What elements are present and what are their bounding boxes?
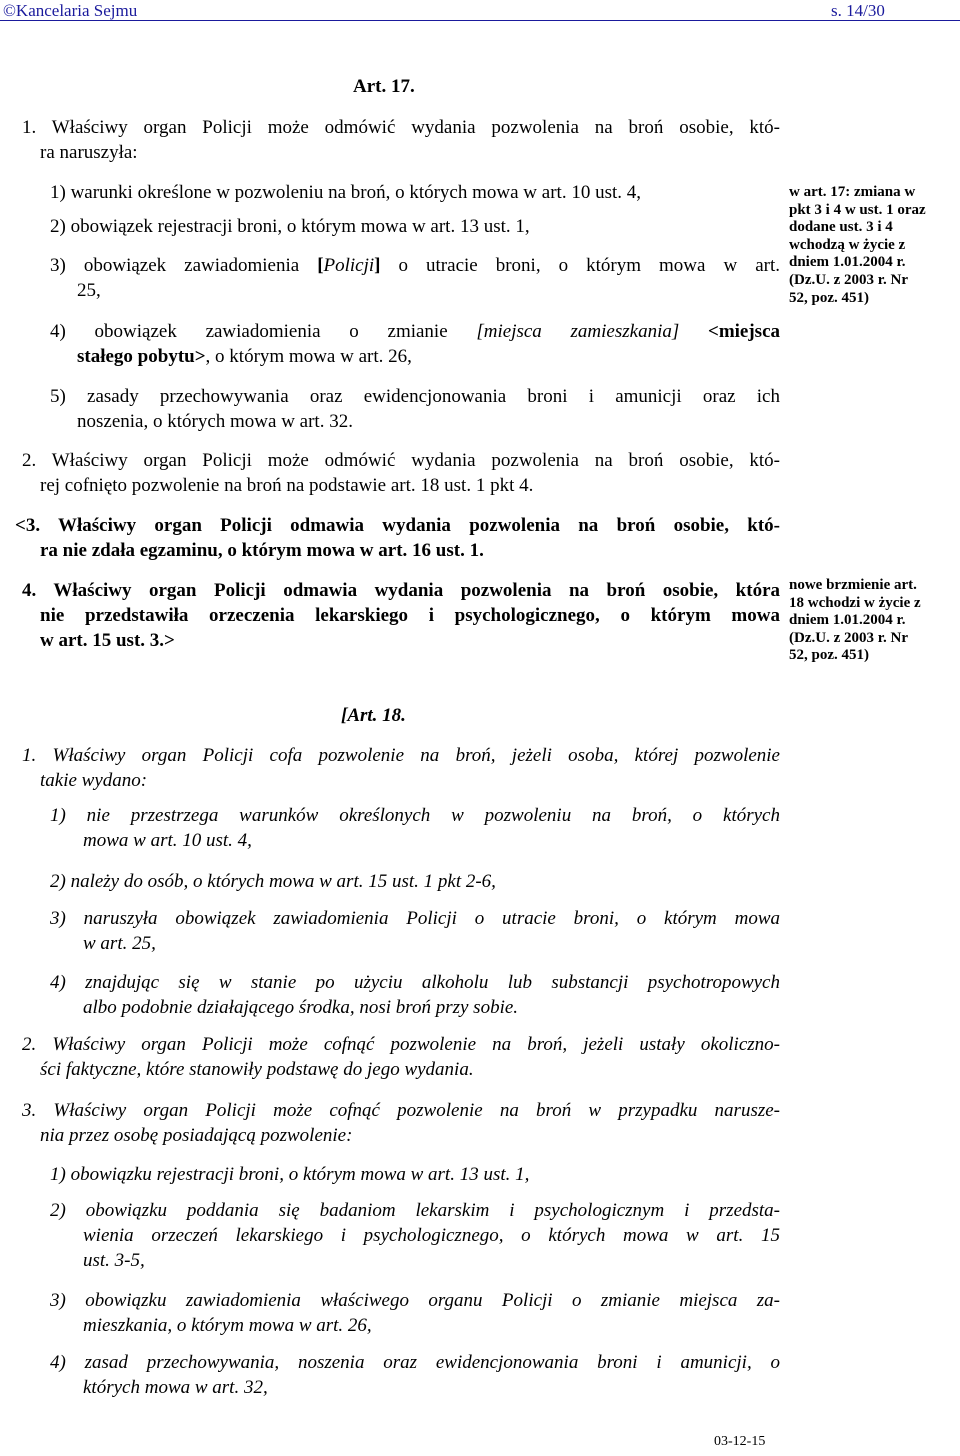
art18-sub3-line1: 3) obowiązku zawiadomienia właściwego organu Policji o zmianie miejsca za- bbox=[50, 1290, 780, 1311]
art18-item4-line1: 4) znajdując się w stanie po użyciu alkoholu lub substancji psychotropowych bbox=[50, 972, 780, 993]
margin-note-line: dniem 1.01.2004 r. bbox=[789, 612, 906, 629]
art17-p3-line2: ra nie zdała egzaminu, o którym mowa w art. 16 ust. 1. bbox=[40, 540, 484, 561]
art17-item3-line2: 25, bbox=[77, 280, 101, 301]
art17-p4-line1: 4. Właściwy organ Policji odmawia wydania pozwolenia na broń osobie, która bbox=[22, 580, 780, 601]
art18-item3-line2: w art. 25, bbox=[83, 933, 156, 954]
margin-note-line: 52, poz. 451) bbox=[789, 289, 869, 306]
margin-note-line: (Dz.U. z 2003 r. Nr bbox=[789, 629, 908, 646]
art17-p2-line2: rej cofnięto pozwolenie na broń na podstawie art. 18 ust. 1 pkt 4. bbox=[40, 475, 534, 496]
margin-note-line: pkt 3 i 4 w ust. 1 oraz bbox=[789, 201, 926, 218]
art18-p3-line1: 3. Właściwy organ Policji może cofnąć pozwolenie na broń w przypadku narusze- bbox=[22, 1100, 780, 1121]
art17-p1-line1: 1. Właściwy organ Policji może odmówić wydania pozwolenia na broń osobie, któ- bbox=[22, 117, 780, 138]
art17-item5-line1: 5) zasady przechowywania oraz ewidencjonowania broni i amunicji oraz ich bbox=[50, 386, 780, 407]
art18-sub2-line1: 2) obowiązku poddania się badaniom lekarskim i psychologicznym i przedsta- bbox=[50, 1200, 780, 1221]
art17-p1-line2: ra naruszyła: bbox=[40, 142, 138, 163]
margin-note-line: nowe brzmienie art. bbox=[789, 577, 917, 593]
margin-note-line: wchodzą w życie z bbox=[789, 236, 906, 253]
art18-title: [Art. 18. bbox=[341, 705, 406, 726]
margin-note-line: w art. 17: zmiana w bbox=[789, 184, 916, 200]
art17-item3-line1: 3) obowiązek zawiadomienia [Policji] o utracie broni, o którym mowa w art. bbox=[50, 255, 780, 276]
art17-item1: 1) warunki określone w pozwoleniu na broń, o których mowa w art. 10 ust. 4, bbox=[50, 182, 641, 203]
art18-sub1: 1) obowiązku rejestracji broni, o którym mowa w art. 13 ust. 1, bbox=[50, 1164, 530, 1185]
page-header bbox=[0, 0, 960, 24]
art17-p4-line2: nie przedstawiła orzeczenia lekarskiego i psychologicznego, o którym mowa bbox=[40, 605, 780, 626]
header-copyright: ©Kancelaria Sejmu bbox=[3, 1, 138, 20]
art18-sub4-line2: których mowa w art. 32, bbox=[83, 1377, 268, 1398]
margin-note-line: 52, poz. 451) bbox=[789, 647, 869, 664]
art18-sub4-line1: 4) zasad przechowywania, noszenia oraz ewidencjonowania broni i amunicji, o bbox=[50, 1352, 780, 1373]
art18-p2-line1: 2. Właściwy organ Policji może cofnąć pozwolenie na broń, jeżeli ustały okoliczno- bbox=[22, 1034, 780, 1055]
art18-p1-line1: 1. Właściwy organ Policji cofa pozwolenie na broń, jeżeli osoba, której pozwolenie bbox=[22, 745, 780, 766]
margin-note-line: dniem 1.01.2004 r. bbox=[789, 254, 906, 271]
footer-date: 03-12-15 bbox=[714, 1434, 766, 1449]
art18-sub3-line2: mieszkania, o którym mowa w art. 26, bbox=[83, 1315, 372, 1336]
margin-note-line: 18 wchodzi w życie z bbox=[789, 594, 921, 611]
art17-p3-line1: <3. Właściwy organ Policji odmawia wydania pozwolenia na broń osobie, któ- bbox=[15, 515, 780, 536]
margin-note-line: dodane ust. 3 i 4 bbox=[789, 219, 893, 236]
art17-item5-line2: noszenia, o których mowa w art. 32. bbox=[77, 411, 353, 432]
art18-p2-line2: ści faktyczne, które stanowiły podstawę do jego wydania. bbox=[40, 1059, 474, 1080]
art17-p2-line1: 2. Właściwy organ Policji może odmówić wydania pozwolenia na broń osobie, któ- bbox=[22, 450, 780, 471]
art18-item3-line1: 3) naruszyła obowiązek zawiadomienia Policji o utracie broni, o którym mowa bbox=[50, 908, 780, 929]
art18-sub2-line2: wienia orzeczeń lekarskiego i psychologicznego, o których mowa w art. 15 bbox=[83, 1225, 780, 1246]
margin-note-line: (Dz.U. z 2003 r. Nr bbox=[789, 271, 908, 288]
header-rule bbox=[0, 20, 960, 21]
art18-item1-line1: 1) nie przestrzega warunków określonych w pozwoleniu na broń, o których bbox=[50, 805, 780, 826]
art17-item4-line2: stałego pobytu>, o którym mowa w art. 26, bbox=[77, 346, 412, 367]
header-page-number: s. 14/30 bbox=[831, 1, 885, 20]
art18-item4-line2: albo podobnie działającego środka, nosi broń przy sobie. bbox=[83, 997, 519, 1018]
margin-note-art17 bbox=[789, 184, 959, 307]
art17-item4-line1: 4) obowiązek zawiadomienia o zmianie [miejsca zamieszkania] <miejsca bbox=[50, 321, 781, 342]
art17-p4-line3: w art. 15 ust. 3.> bbox=[40, 630, 175, 651]
art18-item1-line2: mowa w art. 10 ust. 4, bbox=[83, 830, 252, 851]
art18-p3-line2: nia przez osobę posiadającą pozwolenie: bbox=[40, 1125, 353, 1146]
art17-item2: 2) obowiązek rejestracji broni, o którym mowa w art. 13 ust. 1, bbox=[50, 216, 530, 237]
art18-p1-line2: takie wydano: bbox=[40, 770, 148, 791]
margin-note-art18 bbox=[789, 577, 959, 665]
art18-sub2-line3: ust. 3-5, bbox=[83, 1250, 145, 1271]
art18-item2: 2) należy do osób, o których mowa w art. 15 ust. 1 pkt 2-6, bbox=[50, 871, 496, 892]
art17-title: Art. 17. bbox=[353, 76, 415, 97]
